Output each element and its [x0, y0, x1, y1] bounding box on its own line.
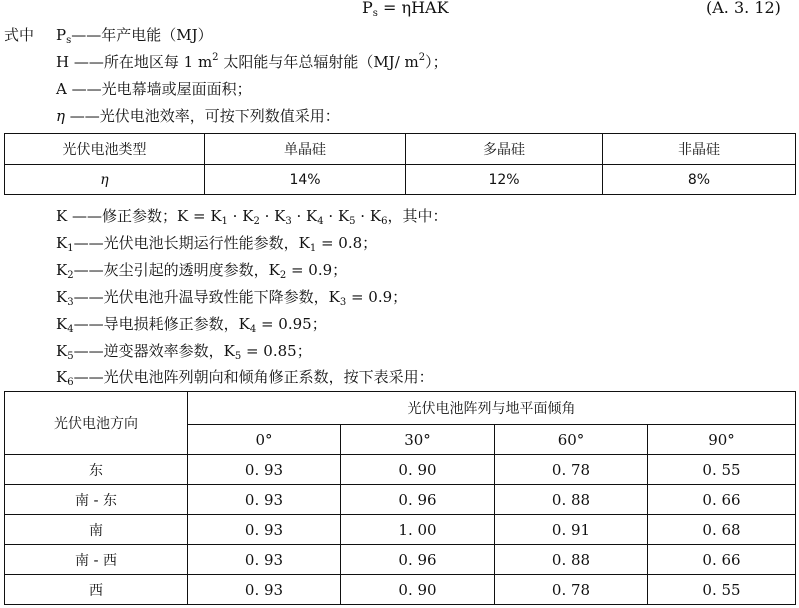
efficiency-value: 8%	[603, 165, 796, 195]
factor-cell: 0. 93	[188, 575, 341, 605]
angle-header: 90°	[648, 425, 796, 455]
efficiency-header-type: 光伏电池类型	[5, 134, 205, 165]
definition-k2: $K_2——$灰尘引起的透明度参数，$K_2 = 0.9$；	[56, 261, 348, 281]
factor-cell: 0. 93	[188, 455, 341, 485]
definition-a: A ——光电幕墙或屋面面积；	[56, 80, 252, 98]
efficiency-header-poly: 多晶硅	[406, 134, 603, 165]
factor-cell: 0. 93	[188, 515, 341, 545]
factor-cell: 0. 66	[648, 545, 796, 575]
factor-cell: 0. 93	[188, 545, 341, 575]
factor-cell: 0. 93	[188, 485, 341, 515]
formula: $P_s = \eta HAK$	[362, 0, 449, 19]
efficiency-value: 14%	[205, 165, 406, 195]
efficiency-header-mono: 单晶硅	[205, 134, 406, 165]
table-row	[5, 545, 796, 575]
definition-k4: $K_4——$导电损耗修正参数，$K_4 = 0.95$；	[56, 315, 327, 335]
factor-cell: 0. 96	[341, 545, 495, 575]
factor-cell: 0. 96	[341, 485, 495, 515]
factor-cell: 0. 90	[341, 455, 495, 485]
table-row	[5, 455, 796, 485]
where-label: 式中	[4, 26, 35, 44]
definition-k3: $K_3——$光伏电池升温导致性能下降参数，$K_3 = 0.9$；	[56, 288, 408, 308]
direction-cell: 南 - 西	[5, 545, 188, 575]
definition-eta: η ——光伏电池效率，可按下列数值采用：	[56, 107, 340, 125]
factor-cell: 0. 55	[648, 575, 796, 605]
direction-cell: 南	[5, 515, 188, 545]
factor-cell: 0. 78	[495, 455, 648, 485]
orientation-table	[4, 391, 796, 605]
definition-k1: $K_1——$光伏电池长期运行性能参数，$K_1 = 0.8$；	[56, 234, 378, 254]
factor-cell: 0. 88	[495, 485, 648, 515]
formula-number: (A. 3. 12)	[706, 0, 781, 17]
table-row	[5, 485, 796, 515]
factor-cell: 0. 78	[495, 575, 648, 605]
factor-cell: 0. 88	[495, 545, 648, 575]
definition-k5: $K_5——$逆变器效率参数，$K_5 = 0.85$；	[56, 342, 312, 362]
definition-k: K ——修正参数；$K = K_1 \cdot K_2 \cdot K_3 \cdot K_4 \cdot K_5 \cdot K_6$，其中：	[56, 207, 448, 227]
direction-cell: 南 - 东	[5, 485, 188, 515]
factor-cell: 1. 00	[341, 515, 495, 545]
angle-header: 30°	[341, 425, 495, 455]
factor-cell: 0. 55	[648, 455, 796, 485]
factor-cell: 0. 68	[648, 515, 796, 545]
angle-header: 60°	[495, 425, 648, 455]
table-row	[5, 575, 796, 605]
orientation-group-header: 光伏电池阵列与地平面倾角	[188, 392, 796, 425]
factor-cell: 0. 90	[341, 575, 495, 605]
efficiency-table	[4, 133, 796, 195]
factor-cell: 0. 66	[648, 485, 796, 515]
efficiency-value: 12%	[406, 165, 603, 195]
efficiency-header-amorphous: 非晶硅	[603, 134, 796, 165]
definition-h: H ——所在地区每 1 $m^2$ 太阳能与年总辐射能（MJ/ $m^2$）；	[56, 52, 448, 71]
orientation-corner-header: 光伏电池方向	[5, 392, 188, 455]
efficiency-row-label: η	[5, 165, 205, 195]
direction-cell: 西	[5, 575, 188, 605]
direction-cell: 东	[5, 455, 188, 485]
definition-k6: $K_6——$光伏电池阵列朝向和倾角修正系数，按下表采用：	[56, 368, 434, 388]
definition-ps: $P_s——$年产电能（MJ）	[56, 26, 213, 46]
table-row	[5, 515, 796, 545]
factor-cell: 0. 91	[495, 515, 648, 545]
angle-header: 0°	[188, 425, 341, 455]
